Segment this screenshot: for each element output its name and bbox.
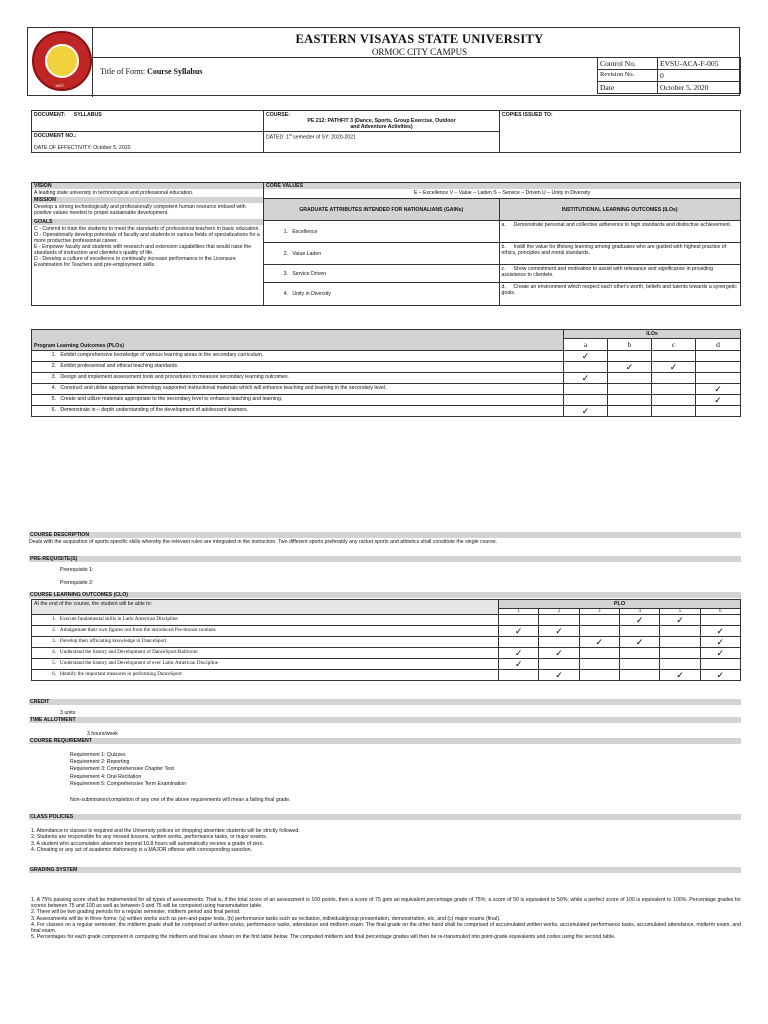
clo-row: 1. Execute fundamental skills in Latin American Discipline ✓ ✓ <box>32 615 741 626</box>
requirement-list: Requirement 1: Quizzes Requirement 2: Reporting Requirement 3: Comprehensive Chapter Test Requirement 4: Oral Recitation Requirement 5: Comprehensive Term Examination <box>70 752 187 787</box>
clo-title: COURSE LEARNING OUTCOMES (CLO) <box>29 592 741 598</box>
course-description-text: Deals with the acquisition of sports specific skills whereby the relevant rules are integrated in the instruction. Two different sports preferably any racket sports and athletics shall constitute the single course. <box>29 539 498 545</box>
campus-name: ORMOC CITY CAMPUS <box>371 47 468 57</box>
credit-value: 3 units <box>60 710 76 716</box>
ga-row: 4. Unity in Diversity d. Create an environment which respect each other's worth, beliefs and talents towards a synergetic goals. <box>264 283 740 305</box>
plo-row: 6. Demonstrate in – depth understanding of the development of adolescent learners. ✓ <box>32 406 741 417</box>
class-policies-title: CLASS POLICIES <box>29 814 741 820</box>
plo-table: Program Learning Outcomes (PLOs) ILOs a b c d 1. Exhibit comprehensive knowledge of various learning areas in the secondary curriculum. ✓ 2. Exhibit professional and ethical teaching standards. ✓ ✓ 3. Design and implement assessment tools and procedures to measure secondary learning outcomes. ✓ 4. Construct and utilize appropriate technology supported instructional materials which will enhance teaching and learning in the secondary level. ✓ 5. Create and utilize materials appropriate to the secondary level to enhance teaching and learning. ✓ 6. Demonstrate in – depth understanding of the development of adolescent learners. ✓ <box>31 329 741 417</box>
plo-row: 3. Design and implement assessment tools and procedures to measure secondary learning outcomes. ✓ <box>32 373 741 384</box>
time-allotment-value: 3 hours/week <box>87 731 118 737</box>
university-seal <box>32 31 92 91</box>
doc-info-table: DOCUMENT: SYLLABUS COURSE: PE 212: PATHFIT 3 (Dance, Sports, Group Exercise, Outdoor and Adventure Activities) COPIES ISSUED TO: DOCUMENT NO.: DATE OF EFFECTIVITY: October 5, 2020 DATED: 1st semester of SY: 2020-2021 <box>31 110 741 153</box>
prerequisite-1: Prerequisite 1: <box>60 567 94 573</box>
time-allotment-title: TIME ALLOTMENT <box>29 717 741 723</box>
vmgo-table: VISION A leading state university in technological and professional education. MISSION Develop a strong technologically and professionally competent human resource imbued with positive values needed to propel sustainable development. GOALS C - Commit to train the students to meet the standards of professional teachers in basic education. O - Operationally develop potentials of faculty and students in various fields of specializations for a more productive professional career. E - Empower faculty and students with research and extension capabilities that would raise the standards of instruction and clientele's quality of life. D - Develop a culture of excellence to continually increase performance in the Licensure Examination for Teachers and pre-employment skills. CORE VALUES E – Excellence V – Value – Laden S – Service – Driven U – Unity in Diversity GRADUATE ATTRIBUTES INTENDED FOR NATIONALIANS (GAINs) INSTITUTIONAL LEARNING OUTCOMES (ILOs) 1. Excellence a. Demonstrate personal and collective adherence to high standards and distinctive achievement. 2. Value Laden b. Instill the value for lifelong learning among graduates who are guided with highest practice of ethics, principles and moral standards. 3. Service Driven c. Show commitment and motivation to assist with relevance and significance in providing assistance to clientele. 4. Unity in Diversity d. Create an environment which respect each other's worth, beliefs and talents towards a synergetic goals. <box>31 182 741 306</box>
credit-title: CREDIT <box>29 699 741 705</box>
university-name: EASTERN VISAYAS STATE UNIVERSITY <box>295 32 544 46</box>
grading-system-list: 1. A 75% passing score shall be implemented for all types of assessments. That is, if the total score of an assessment is 100 points, then a score of 75 gets an equivalent percentage grade of 75%; a score of 50 is equivalent to 50%; while a perfect score of 100 is equivalent to 100%. Percentage grades for scores between 75 and 100 as well as between 0 and 75 will be computed using transmutation table. 2. There will be two grading periods for a regular semester, midterm period and final period. 3. Assessments will be in three forms: (a) written works such as pen-and-paper tests, (b) performance tasks such as recitation, individual/group presentation, demonstration, etc, and (c) major exams (final). 4. For classes on a regular semester, the midterm grade shall be comprised of written works, performance tasks, attendance and midterm exam. The final grade on the other hand shall be comprised of accumulated written works, accumulated performance tasks, accumulated attendance, midterm exam, and final exam. 5. Percentages for each grade component in computing the midterm and final are shown on the first table below. The computed midterm and final percentage grades will then be re-transmuted into point-grade equivalents and codes using the second table. <box>31 897 741 941</box>
clo-row: 6. Identify the important measures in performing DanceSport ✓ ✓ ✓ <box>32 670 741 681</box>
plo-row: 1. Exhibit comprehensive knowledge of various learning areas in the secondary curriculum. ✓ <box>32 351 741 362</box>
course-description-title: COURSE DESCRIPTION <box>29 532 741 538</box>
grading-system-title: GRADING SYSTEM <box>29 867 741 873</box>
ga-row: 2. Value Laden b. Instill the value for lifelong learning among graduates who are guided with highest practice of ethics, principles and moral standards. <box>264 243 740 265</box>
clo-row: 3. Develop their officiating knowledge in DanceSport ✓ ✓ ✓ <box>32 637 741 648</box>
plo-row: 4. Construct and utilize appropriate technology supported instructional materials which will enhance teaching and learning in the secondary level. ✓ <box>32 384 741 395</box>
prerequisite-title: PRE-REQUISITE(S) <box>29 556 741 562</box>
goals-list: C - Commit to train the students to meet the standards of professional teachers in basic education. O - Operationally develop potentials of faculty and students in various fields of specializations for a more productive professional career. E - Empower faculty and students with research and extension capabilities that would raise the standards of instruction and clientele's quality of life. D - Develop a culture of excellence to continually increase performance in the Licensure Examination for Teachers and pre-employment skills. <box>34 226 260 268</box>
requirement-title: COURSE REQUIREMENT <box>29 738 741 744</box>
requirement-note: Non-submission/completion of any one of the above requirements will mean a failing final grade. <box>70 797 291 803</box>
clo-row: 5. Understand the history and Development of ever Latin-American Discipline ✓ <box>32 659 741 670</box>
ga-row: 3. Service Driven c. Show commitment and motivation to assist with relevance and significance in providing assistance to clientele. <box>264 265 740 283</box>
control-table: Control No. EVSU-ACA-F-005 Revision No. 0 Date October 5, 2020 <box>597 57 741 94</box>
ga-row: 1. Excellence a. Demonstrate personal and collective adherence to high standards and distinctive achievement. <box>264 221 740 243</box>
seal-year: 1907 <box>55 83 64 88</box>
plo-row: 2. Exhibit professional and ethical teaching standards. ✓ ✓ <box>32 362 741 373</box>
title-of-form: Title of Form: Course Syllabus <box>100 67 203 76</box>
prerequisite-2: Prerequisite 2: <box>60 580 94 586</box>
clo-row: 4. Understand the history and Development of DanceSport/Ballroom ✓ ✓ ✓ <box>32 648 741 659</box>
seal-divider <box>92 28 93 97</box>
plo-row: 5. Create and utilize materials appropriate to the secondary level to enhance teaching and learning. ✓ <box>32 395 741 406</box>
class-policies-list: 1. Attendance in classes is required and the University polices on dropping absentee students will be strictly followed. 2. Students are responsible for any missed lessons, written works, performance tasks, or major exams. 3. A student who accumulates absences beyond 10.8 hours will automatically receive a grade of zero. 4. Cheating or any act of academic dishonesty is a MAJOR offense with corresponding sanction. <box>31 828 300 854</box>
clo-table: At the end of the course, the student will be able to: PLO 1 2 3 4 5 6 1. Execute fundamental skills in Latin American Discipline ✓ ✓ 2. Amalgamate their own figures out from the introduced Pre-bronze routines ✓ ✓ ✓ 3. Develop their officiating knowledge in DanceSport ✓ ✓ ✓ 4. Understand the history and Development of DanceSport/Ballroom ✓ ✓ ✓ 5. Understand the history and Development of ever Latin-American Discipline ✓ 6. Identify the important measures in performing DanceSport ✓ ✓ ✓ <box>31 599 741 681</box>
clo-row: 2. Amalgamate their own figures out from the introduced Pre-bronze routines ✓ ✓ ✓ <box>32 626 741 637</box>
header-block <box>27 27 740 96</box>
